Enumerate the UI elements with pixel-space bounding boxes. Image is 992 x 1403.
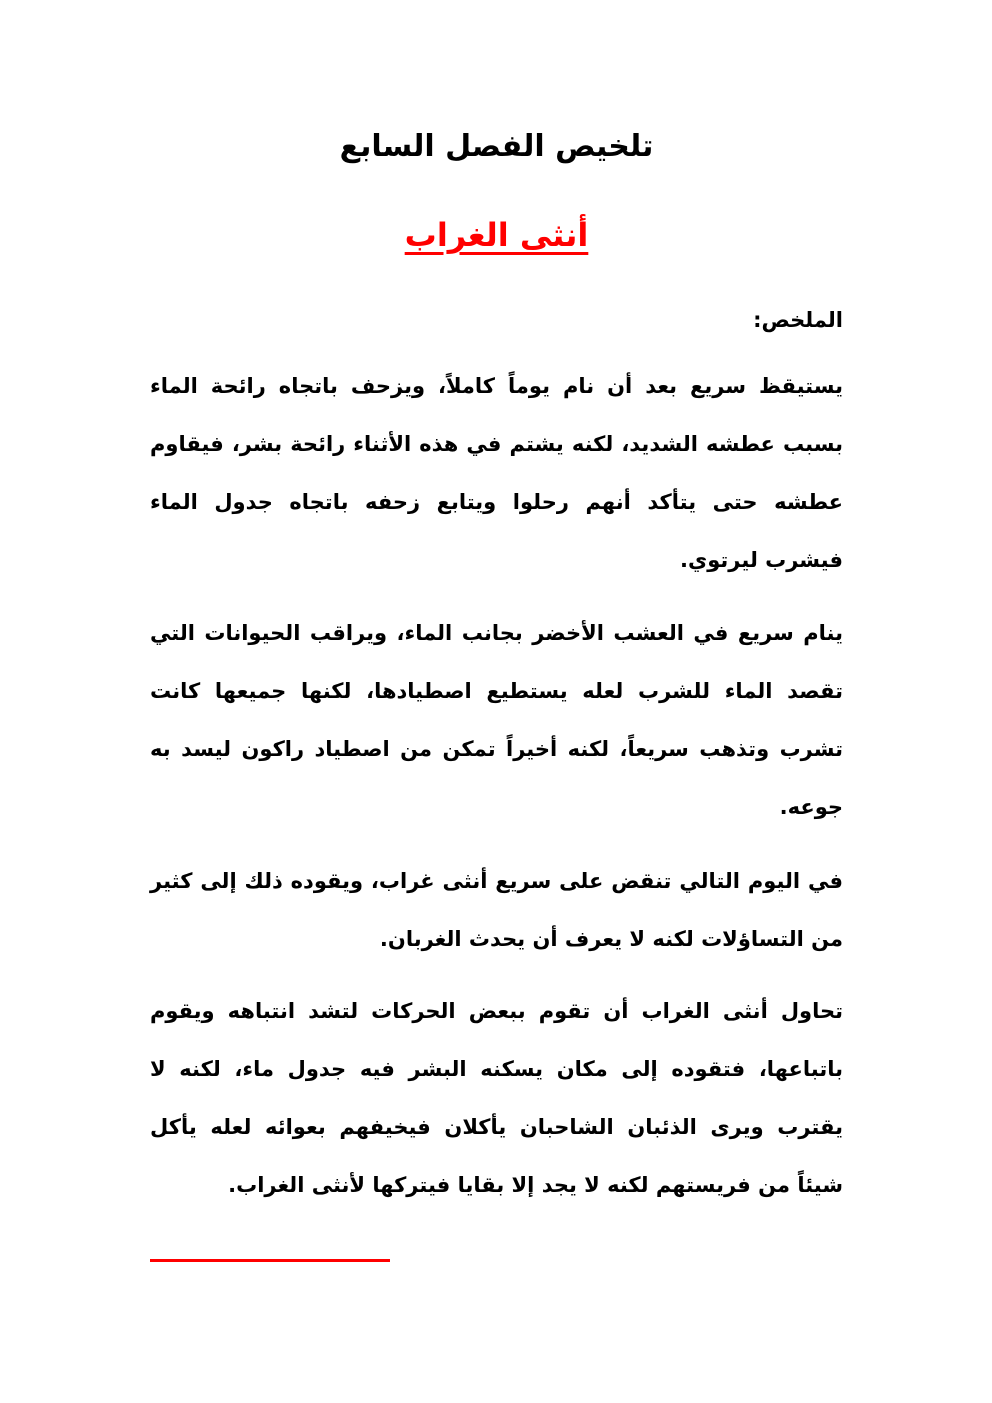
footnote-separator-line <box>150 1259 390 1262</box>
summary-label: الملخص: <box>753 308 843 332</box>
summary-paragraph-4: تحاول أنثى الغراب أن تقوم ببعض الحركات لتشد انتباهه ويقوم باتباعها، فتقوده إلى مكان يسكنه البشر فيه جدول ماء، لكنه لا يقترب ويرى الذئبان الشاحبان يأكلان فيخيفهم بعوائه لعله يأكل شيئاً من فريستهم لكنه لا يجد إلا بقايا فيتركها لأنثى الغراب. <box>150 999 843 1197</box>
chapter-subtitle <box>150 208 843 262</box>
chapter-subtitle-text: أنثى الغراب <box>404 216 589 254</box>
summary-paragraph-2: ينام سريع في العشب الأخضر بجانب الماء، ويراقب الحيوانات التي تقصد الماء للشرب لعله يستطيع اصطيادها، لكنها جميعها كانت تشرب وتذهب سريعاً، لكنه أخيراً تمكن من اصطياد راكون ليسد به جوعه. <box>150 621 843 819</box>
summary-paragraph-3: في اليوم التالي تنقض على سريع أنثى غراب، ويقوده ذلك إلى كثير من التساؤلات لكنه لا يعرف أن يحدث الغربان. <box>150 869 843 951</box>
summary-paragraph-1: يستيقظ سريع بعد أن نام يوماً كاملاً، ويزحف باتجاه رائحة الماء بسبب عطشه الشديد، لكنه يشتم في هذه الأثناء رائحة بشر، فيقاوم عطشه حتى يتأكد أنهم رحلوا ويتابع زحفه باتجاه جدول الماء فيشرب ليرتوي. <box>150 374 843 572</box>
page-title: تلخيص الفصل السابع <box>339 129 654 164</box>
